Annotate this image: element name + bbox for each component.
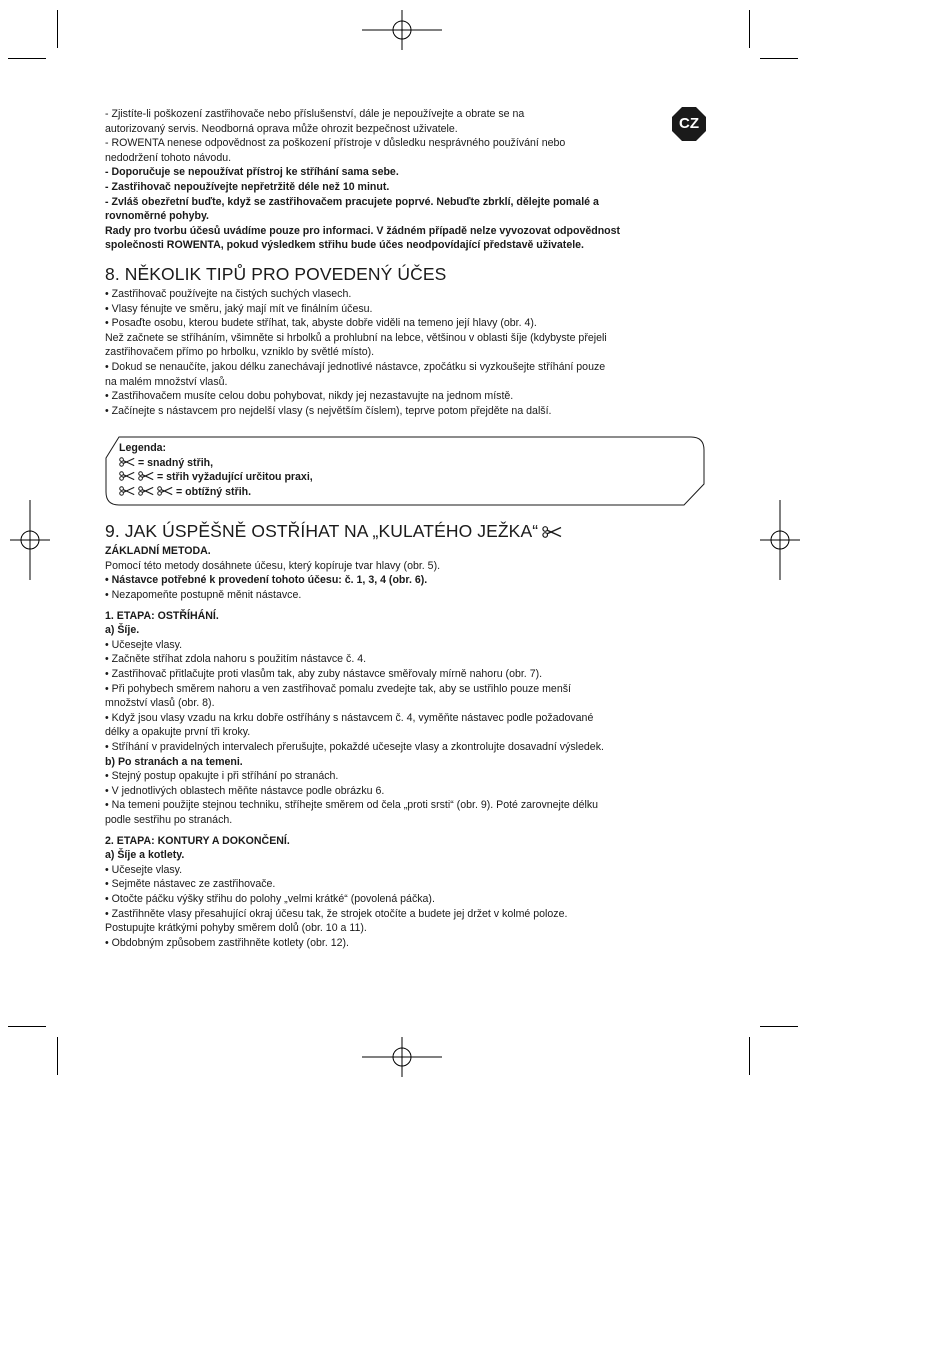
section-9-line: • Stříhání v pravidelných intervalech přerušujte, pokaždé učesejte vlasy a zkontrolujte dosavadní výsledek. [105,741,604,753]
registration-mark-icon [362,10,442,50]
registration-mark-icon [362,1037,442,1077]
intro-line: autorizovaný servis. Neodborná oprava může ohrozit bezpečnost uživatele. [105,122,458,135]
section-9-title-text: 9. JAK ÚSPĚŠNĚ OSTŘÍHAT NA „KULATÉHO JEŽKA“ [105,521,539,542]
scissors-icon [119,457,135,467]
crop-mark [749,1037,750,1075]
section-9-line: Pomocí této metody dosáhnete účesu, který kopíruje tvar hlavy (obr. 5). [105,559,441,572]
section-9-line: • Sejměte nástavec ze zastřihovače. [105,878,276,891]
section-9-line: • Učesejte vlasy. [105,863,183,876]
intro-line: nedodržení tohoto návodu. [105,151,232,164]
legend-item-text: = obtížný střih. [176,485,252,498]
intro-line: - Zjistíte-li poškození zastřihovače nebo příslušenství, dále je nepoužívejte a obrate se na [105,108,525,120]
section-9-line: Postupujte krátkými pohyby směrem dolů (obr. 10 a 11). [105,922,367,935]
legend-item-text: = snadný střih, [138,456,214,469]
document-page [105,107,705,950]
section-9-line: 1. ETAPA: OSTŘÍHÁNÍ. [105,609,219,622]
crop-mark [57,1037,58,1075]
section-8-line: • Posaďte osobu, kterou budete stříhat, tak, abyste dobře viděli na temeno její hlavy (obr. 4). [105,317,537,330]
section-8-line: • Zastřihovačem musíte celou dobu pohybovat, nikdy jej nezastavujte na jednom místě. [105,390,514,403]
section-9-line: podle sestřihu po stranách. [105,813,233,826]
section-9-line: • Při pohybech směrem nahoru a ven zastřihovač pomalu zvedejte tak, aby se ustřihlo pouze menší [105,682,571,695]
section-8-line: • Dokud se nenaučíte, jakou délku zanechávají jednotlivé nástavce, zpočátku si vyzkoušejte stříhání pouze [105,360,606,373]
scissors-icon [157,486,173,496]
crop-mark [8,58,46,59]
crop-mark [57,10,58,48]
section-9-line: • Učesejte vlasy. [105,638,183,651]
legend-item [119,470,313,485]
section-9-line: • Zastřihovač přitlačujte proti vlasům tak, aby zuby nástavce směřovaly mírně nahoru (obr. 7). [105,668,543,681]
legend-item-text: = střih vyžadující určitou praxi, [157,471,313,484]
intro-line: rovnoměrné pohyby. [105,210,209,223]
language-badge-label: CZ [679,115,699,132]
crop-mark [760,1026,798,1027]
legend-items [119,456,313,500]
section-9-line: • Když jsou vlasy vzadu na krku dobře ostříhány s nástavcem č. 4, vyměňte nástavec podle požadované [105,711,594,724]
section-8-line: • Vlasy fénujte ve směru, jaký mají mít ve finálním účesu. [105,302,373,315]
scissors-icon [138,486,154,496]
crop-mark [760,58,798,59]
intro-line: - Zastřihovač nepoužívejte nepřetržitě déle než 10 minut. [105,180,390,193]
legend-item [119,485,313,500]
legend-content [119,441,313,499]
section-9-line: délky a opakujte první tři kroky. [105,726,251,739]
section-8-line: na malém množství vlasů. [105,375,228,388]
section-9-title [105,520,705,542]
section-9-line: a) Šíje a kotlety. [105,849,185,862]
section-9-line: • Stejný postup opakujte i při stříhání po stranách. [105,770,339,783]
section-8-line: • Zastřihovač používejte na čistých suchých vlasech. [105,287,352,300]
section-8-body [105,287,705,418]
section-8-line: zastřihovačem přímo po hrbolku, vzniklo by světlé místo). [105,346,375,359]
section-8-line: • Začínejte s nástavcem pro nejdelší vlasy (s největším číslem), teprve potom přejděte na další. [105,404,552,417]
legend-title: Legenda: [119,442,167,455]
section-9-line: • Zastřihněte vlasy přesahující okraj účesu tak, že strojek otočíte a budete jej držet v kolmé poloze. [105,907,568,920]
section-9-line: • Obdobným způsobem zastřihněte kotlety (obr. 12). [105,936,349,949]
scissors-icon [119,471,135,481]
section-9-line: • Začněte stříhat zdola nahoru s použitím nástavce č. 4. [105,653,367,666]
intro-line: - Zvláš obezřetní buďte, když se zastřihovačem pracujete poprvé. Nebuďte zbrklí, dělejte pomalé a [105,195,599,208]
section-9-line: množství vlasů (obr. 8). [105,697,215,710]
section-9-body [105,544,705,950]
section-9-line: 2. ETAPA: KONTURY A DOKONČENÍ. [105,834,290,847]
intro-line: - Doporučuje se nepoužívat přístroj ke stříhání sama sebe. [105,166,399,179]
section-9-line: • Nezapomeňte postupně měnit nástavce. [105,589,302,602]
intro-line: - ROWENTA nenese odpovědnost za poškození přístroje v důsledku nesprávného používání nebo [105,137,566,150]
crop-mark [8,1026,46,1027]
scissors-icon [119,486,135,496]
section-9-line: ZÁKLADNÍ METODA. [105,545,211,558]
section-9-line: a) Šíje. [105,624,140,637]
section-9-line: b) Po stranách a na temeni. [105,755,243,768]
legend-box [105,436,705,506]
intro-line: společnosti ROWENTA, pokud výsledkem střihu bude účes neodpovídající představě uživatele. [105,239,584,252]
crop-mark [749,10,750,48]
section-9-line: • Nástavce potřebné k provedení tohoto účesu: č. 1, 3, 4 (obr. 6). [105,574,428,587]
section-8-title: 8. NĚKOLIK TIPŮ PRO POVEDENÝ ÚČES [105,263,447,284]
section-8-line: Než začnete se stříháním, všimněte si hrbolků a prohlubní na lebce, většinou v oblasti šíje (kdybyste přejeli [105,331,607,344]
scissors-icon [138,471,154,481]
intro-line: Rady pro tvorbu účesů uvádíme pouze pro informaci. V žádném případě nelze vyvozovat odpovědnost [105,224,621,237]
registration-mark-icon [10,500,50,580]
section-9-line: • Na temeni použijte stejnou techniku, stříhejte směrem od čela „proti srsti“ (obr. 9). Poté zarovnejte délku [105,799,599,812]
legend-item [119,456,313,471]
section-9-line: • Otočte páčku výšky střihu do polohy „velmi krátké“ (povolená páčka). [105,892,435,905]
safety-notes [105,107,705,253]
registration-mark-icon [760,500,800,580]
section-9-line: • V jednotlivých oblastech měňte nástavce podle obrázku 6. [105,784,385,797]
scissors-icon [542,526,562,538]
